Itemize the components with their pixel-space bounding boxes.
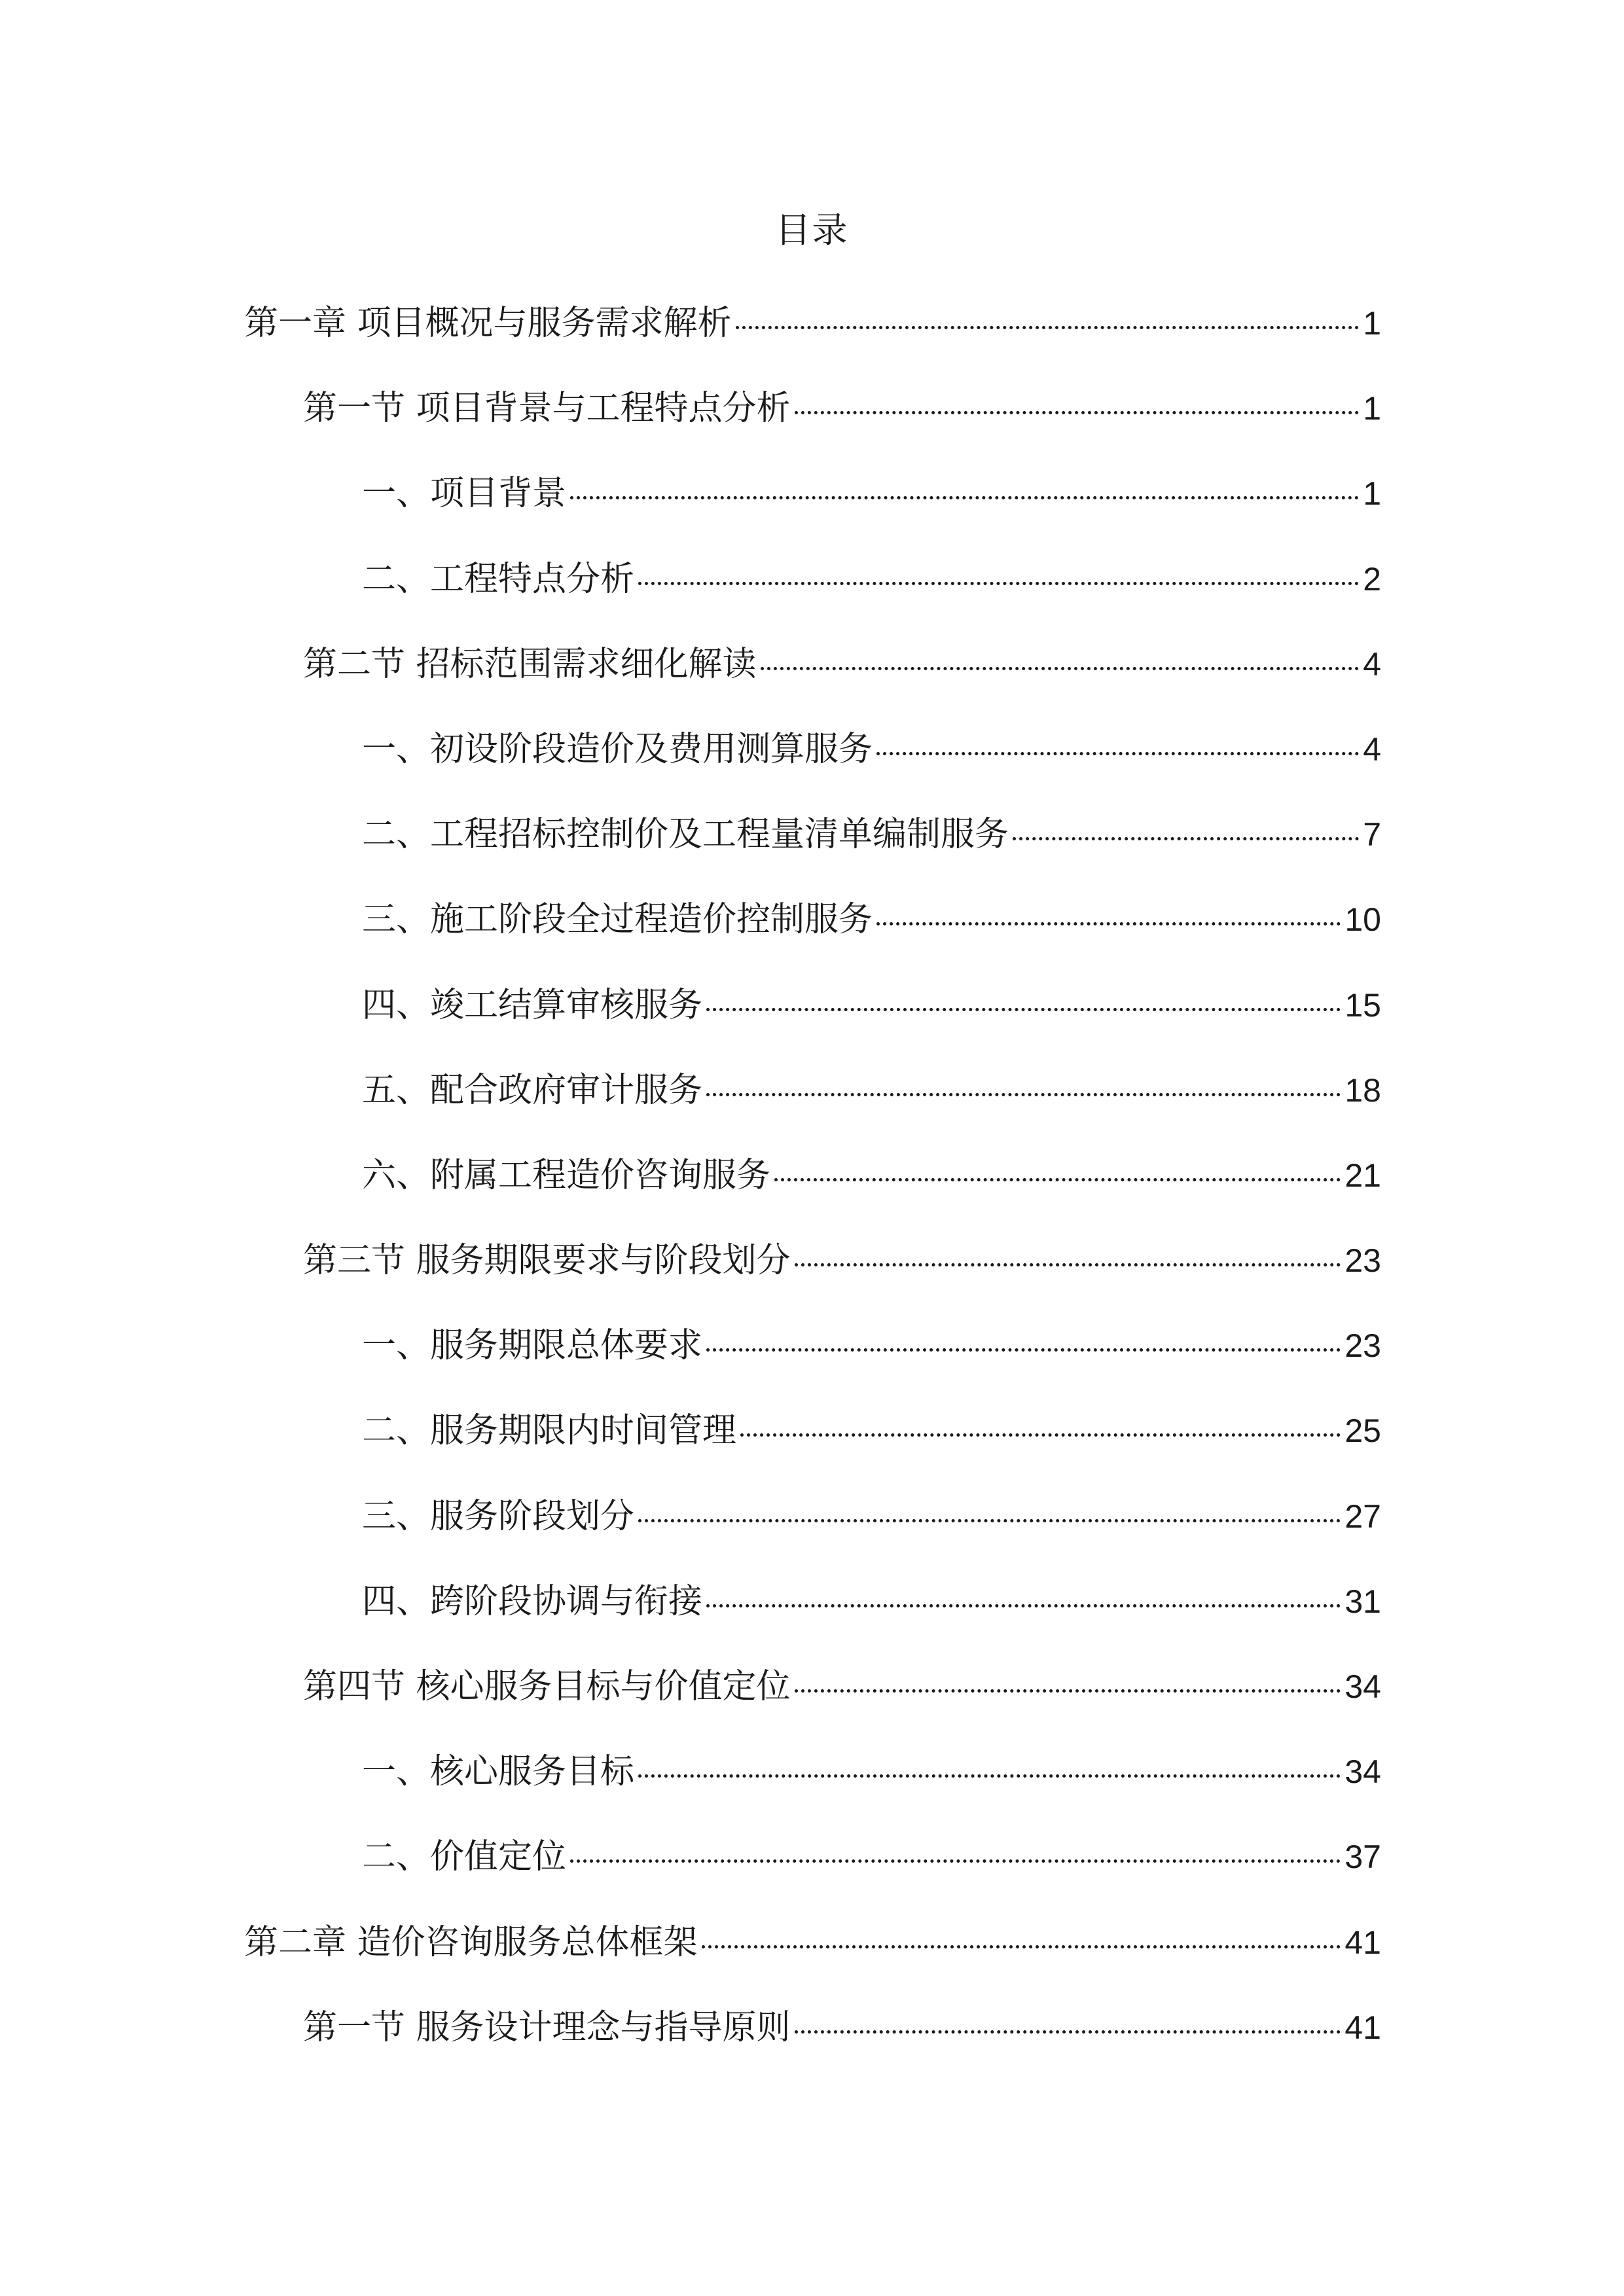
toc-entry-title: 附属工程造价咨询服务 [430,1155,771,1195]
toc-page-number: 31 [1344,1583,1381,1620]
toc-entry[interactable] [0,1746,1624,1831]
toc-entry[interactable] [0,1405,1624,1490]
toc-entry-number: 二、 [362,1837,431,1877]
toc-page-number: 27 [1344,1498,1381,1535]
toc-entry-number: 五、 [362,1070,431,1110]
toc-entry[interactable] [0,723,1624,808]
toc-entry-number: 三、 [362,900,431,940]
toc-dot-leader [1013,837,1359,840]
toc-entry[interactable] [0,808,1624,893]
toc-page-number: 34 [1344,1668,1381,1705]
toc-entry[interactable] [0,1234,1624,1319]
toc-dot-leader [876,922,1341,925]
toc-dot-leader [795,1689,1341,1693]
toc-entry[interactable] [0,467,1624,552]
toc-page-number: 1 [1363,305,1381,342]
toc-entry-number: 一、 [362,474,431,514]
toc-entry-title: 服务期限内时间管理 [430,1411,737,1451]
toc-entry-number: 六、 [362,1155,431,1195]
toc-entry[interactable] [0,553,1624,638]
toc-dot-leader [702,1945,1341,1948]
toc-page-number: 1 [1363,390,1381,427]
toc-entry-title: 施工阶段全过程造价控制服务 [430,900,873,940]
toc-entry-title: 核心服务目标 [430,1752,635,1792]
toc-dot-leader [570,1859,1341,1863]
toc-dot-leader [736,326,1360,329]
toc-entry-number: 二、 [362,1411,431,1451]
toc-entry-number: 二、 [362,815,431,855]
toc-entry-title: 服务阶段划分 [430,1496,635,1536]
toc-entry-title: 项目概况与服务需求解析 [357,304,732,343]
toc-page-number: 23 [1344,1327,1381,1365]
toc-entry-number: 第四节 [303,1667,416,1706]
toc-dot-leader [638,582,1359,585]
toc-entry-number: 一、 [362,729,431,769]
toc-page-number: 41 [1344,2009,1381,2046]
toc-page-number: 4 [1363,730,1381,768]
toc-entry-title: 招标范围需求细化解读 [416,644,757,684]
toc-entry-number: 第一章 [244,304,357,343]
toc-dot-leader [795,1263,1341,1266]
toc-dot-leader [638,1774,1341,1778]
toc-entry-title: 项目背景 [430,474,567,514]
toc-dot-leader [761,667,1360,670]
toc-entry-number: 四、 [362,1581,431,1621]
toc-dot-leader [706,1348,1341,1352]
toc-entry[interactable] [0,1319,1624,1405]
toc-entry-title: 核心服务目标与价值定位 [416,1667,791,1706]
toc-page-number: 2 [1363,560,1381,598]
toc-entry[interactable] [0,1660,1624,1746]
toc-entry-title: 价值定位 [430,1837,567,1877]
toc-entry-title: 工程特点分析 [430,559,635,599]
toc-entry-number: 一、 [362,1326,431,1366]
toc-entry-number: 二、 [362,559,431,599]
toc-page-number: 15 [1344,986,1381,1024]
toc-entry-title: 服务设计理念与指导原则 [416,2007,791,2047]
toc-entry[interactable] [0,1831,1624,1916]
toc-entry[interactable] [0,1064,1624,1149]
toc-entry[interactable] [0,638,1624,723]
toc-entry-number: 第一节 [303,389,416,429]
toc-entry-title: 造价咨询服务总体框架 [357,1922,698,1962]
toc-entry-number: 四、 [362,985,431,1025]
toc-entry-title: 竣工结算审核服务 [430,985,703,1025]
toc-dot-leader [795,2030,1341,2034]
toc-dot-leader [774,1178,1341,1181]
toc-page-number: 25 [1344,1412,1381,1450]
toc-entry-title: 跨阶段协调与衔接 [430,1581,703,1621]
toc-page-number: 21 [1344,1157,1381,1194]
toc-entry-number: 一、 [362,1752,431,1792]
table-of-contents [0,297,1624,2087]
toc-page-number: 7 [1363,816,1381,853]
toc-entry-title: 工程招标控制价及工程量清单编制服务 [430,815,1009,855]
toc-page-number: 10 [1344,901,1381,939]
toc-entry-title: 服务期限总体要求 [430,1326,703,1366]
toc-entry-title: 配合政府审计服务 [430,1070,703,1110]
toc-dot-leader [638,1519,1341,1522]
toc-page-number: 23 [1344,1242,1381,1280]
toc-page-number: 18 [1344,1071,1381,1109]
toc-page-number: 37 [1344,1839,1381,1876]
toc-dot-leader [795,411,1360,414]
toc-dot-leader [706,1604,1341,1607]
toc-dot-leader [570,496,1359,499]
toc-entry-title: 初设阶段造价及费用测算服务 [430,729,873,769]
toc-dot-leader [740,1433,1341,1437]
toc-entry-number: 第二章 [244,1922,357,1962]
toc-page-number: 1 [1363,475,1381,512]
toc-entry-title: 项目背景与工程特点分析 [416,389,791,429]
toc-entry-number: 第一节 [303,2007,416,2047]
toc-entry-number: 第三节 [303,1241,416,1281]
toc-entry[interactable] [0,297,1624,382]
toc-entry-number: 三、 [362,1496,431,1536]
toc-page-number: 4 [1363,645,1381,683]
toc-title: 目录 [775,209,849,251]
toc-entry-title: 服务期限要求与阶段划分 [416,1241,791,1281]
toc-entry-number: 第二节 [303,644,416,684]
toc-dot-leader [706,1093,1341,1096]
toc-page-number: 34 [1344,1753,1381,1791]
toc-dot-leader [706,1008,1341,1011]
toc-entry[interactable] [0,2001,1624,2087]
toc-dot-leader [876,752,1359,755]
toc-entry[interactable] [0,979,1624,1064]
toc-entry[interactable] [0,1916,1624,2001]
toc-entry[interactable] [0,893,1624,978]
toc-entry[interactable] [0,1575,1624,1660]
toc-entry[interactable] [0,1490,1624,1575]
toc-entry[interactable] [0,382,1624,467]
toc-entry[interactable] [0,1149,1624,1234]
toc-page-number: 41 [1344,1924,1381,1961]
